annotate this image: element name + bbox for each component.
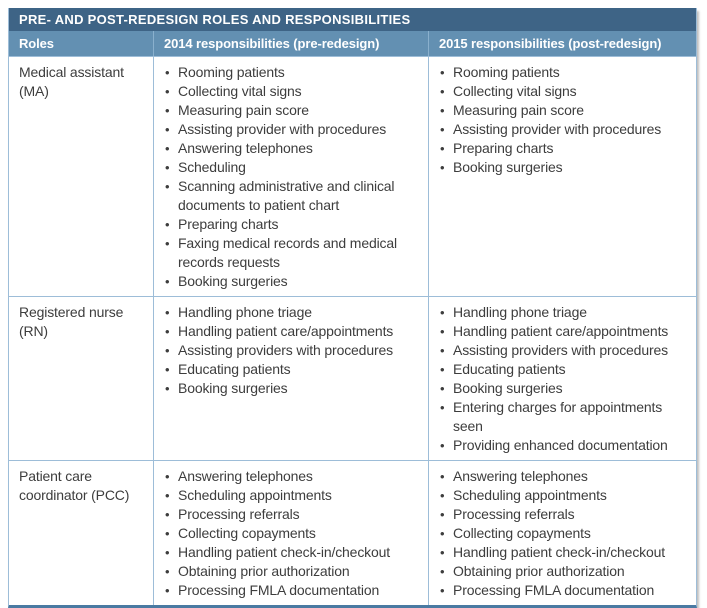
responsibility-item: • Booking surgeries — [164, 379, 426, 398]
responsibilities-2015-cell — [428, 461, 696, 605]
responsibility-item: • Answering telephones — [439, 467, 694, 486]
responsibilities-2015-list — [429, 461, 696, 605]
responsibilities-2014-list — [154, 57, 428, 296]
column-header-2015: 2015 responsibilities (post-redesign) — [428, 31, 696, 56]
responsibility-item: • Measuring pain score — [439, 101, 694, 120]
role-cell: Registered nurse (RN) — [19, 304, 124, 339]
responsibility-item: • Handling phone triage — [164, 303, 426, 322]
responsibility-item: • Obtaining prior authorization — [164, 562, 426, 581]
table-row — [9, 56, 696, 296]
responsibility-item: • Processing FMLA documentation — [164, 581, 426, 600]
table-row — [9, 460, 696, 605]
column-header-2014: 2014 responsibilities (pre-redesign) — [153, 31, 428, 56]
table-row — [9, 296, 696, 460]
role-cell: Medical assistant (MA) — [19, 64, 124, 99]
responsibilities-2015-cell — [428, 297, 696, 460]
responsibility-item: • Booking surgeries — [164, 272, 426, 291]
responsibilities-2014-list — [154, 461, 428, 605]
responsibility-item: • Educating patients — [164, 360, 426, 379]
responsibilities-2015-cell — [428, 57, 696, 296]
responsibility-item: • Processing FMLA documentation — [439, 581, 694, 600]
responsibility-item: • Entering charges for appointments seen — [439, 398, 694, 436]
responsibility-item: • Collecting copayments — [164, 524, 426, 543]
responsibility-item: • Faxing medical records and medical records requests — [164, 234, 426, 272]
responsibility-item: • Handling patient care/appointments — [439, 322, 694, 341]
responsibility-item: • Booking surgeries — [439, 379, 694, 398]
responsibility-item: • Obtaining prior authorization — [439, 562, 694, 581]
responsibility-item: • Scheduling appointments — [164, 486, 426, 505]
responsibility-item: • Collecting copayments — [439, 524, 694, 543]
table-body — [9, 56, 696, 605]
responsibility-item: • Assisting provider with procedures — [439, 120, 694, 139]
responsibilities-2014-list — [154, 297, 428, 403]
responsibility-item: • Rooming patients — [439, 63, 694, 82]
responsibilities-2014-cell — [153, 297, 428, 460]
responsibility-item: • Scheduling — [164, 158, 426, 177]
responsibility-item: • Assisting providers with procedures — [164, 341, 426, 360]
table-header-row — [9, 31, 696, 56]
responsibilities-2015-list — [429, 57, 696, 182]
responsibility-item: • Preparing charts — [164, 215, 426, 234]
responsibility-item: • Booking surgeries — [439, 158, 694, 177]
responsibility-item: • Assisting providers with procedures — [439, 341, 694, 360]
responsibility-item: • Processing referrals — [164, 505, 426, 524]
responsibility-item: • Scanning administrative and clinical documents to patient chart — [164, 177, 426, 215]
responsibility-item: • Providing enhanced documentation — [439, 436, 694, 455]
column-header-roles: Roles — [19, 36, 54, 51]
responsibility-item: • Handling patient check-in/checkout — [164, 543, 426, 562]
responsibility-item: • Assisting provider with procedures — [164, 120, 426, 139]
responsibility-item: • Handling patient check-in/checkout — [439, 543, 694, 562]
responsibility-item: • Rooming patients — [164, 63, 426, 82]
responsibility-item: • Preparing charts — [439, 139, 694, 158]
responsibility-item: • Educating patients — [439, 360, 694, 379]
role-cell: Patient care coordinator (PCC) — [19, 468, 130, 503]
table-title: PRE- AND POST-REDESIGN ROLES AND RESPONSIBILITIES — [9, 8, 696, 31]
responsibility-item: • Collecting vital signs — [164, 82, 426, 101]
responsibility-item: • Processing referrals — [439, 505, 694, 524]
responsibility-item: • Handling phone triage — [439, 303, 694, 322]
responsibility-item: • Handling patient care/appointments — [164, 322, 426, 341]
responsibility-item: • Measuring pain score — [164, 101, 426, 120]
responsibilities-2014-cell — [153, 57, 428, 296]
responsibility-item: • Answering telephones — [164, 467, 426, 486]
responsibility-item: • Collecting vital signs — [439, 82, 694, 101]
responsibilities-2015-list — [429, 297, 696, 460]
responsibility-item: • Scheduling appointments — [439, 486, 694, 505]
responsibility-item: • Answering telephones — [164, 139, 426, 158]
roles-responsibilities-table — [8, 8, 697, 608]
responsibilities-2014-cell — [153, 461, 428, 605]
